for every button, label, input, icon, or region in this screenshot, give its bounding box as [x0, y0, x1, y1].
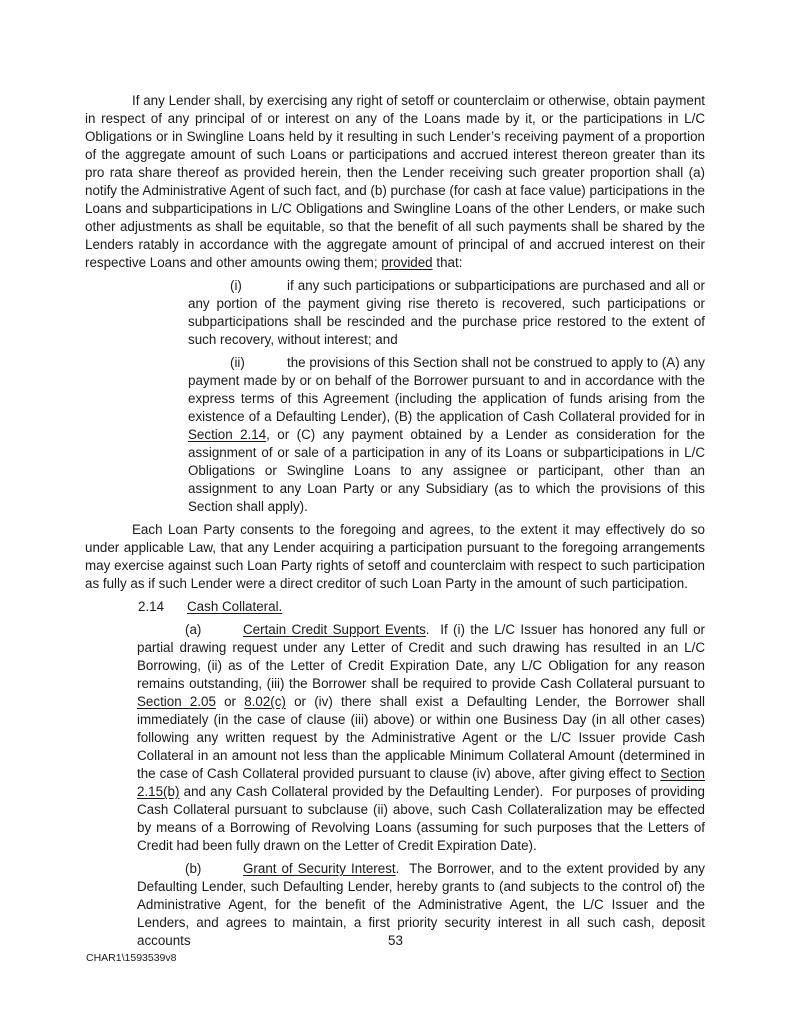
text-run: . If (i) the L/C Issuer has honored any full or partial drawing request under any Letter of Credit and such drawing has resulted in an L/C Borrowing, (ii) as of the Letter of Credit Expiration Date, any L/C Obligation for any reason remains outstanding, (iii) the Borrower shall be required to provide Cash Collateral pursuant to: [137, 622, 705, 691]
paragraph: [188, 277, 705, 349]
document-body: [85, 92, 705, 955]
underlined-text: Cash Collateral.: [187, 599, 283, 614]
text-run: Each Loan Party consents to the foregoing and agrees, to the extent it may effectively do so under applicable Law, that any Lender acquiring a participation pursuant to the foregoing arrangements may exercise against such Loan Party rights of setoff and counterclaim with respect to such participation as fully as if such Lender were a direct creditor of such Loan Party in the amount of such participation.: [85, 522, 705, 591]
text-run: or (iv) there shall exist a Defaulting Lender, the Borrower shall immediately (in the case of clause (iii) above) or within one Business Day (in all other cases) following any written request by the Administrative Agent or the L/C Issuer provide Cash Collateral in an amount not less than the applicable Minimum Collateral Amount (determined in the case of Cash Collateral provided pursuant to clause (iv) above, after giving effect to: [137, 694, 705, 781]
text-run: If any Lender shall, by exercising any right of setoff or counterclaim or otherwise, obtain payment in respect of any principal of or interest on any of the Loans made by it, or the participations in L/C Obligations or in Swingline Loans held by it resulting in such Lender’s receiving payment of a proportion of the aggregate amount of such Loans or participations and accrued interest thereon greater than its pro rata share thereof as provided herein, then the Lender receiving such greater proportion shall (a) notify the Administrative Agent of such fact, and (b) purchase (for cash at face value) participations in the Loans and subparticipations in L/C Obligations and Swingline Loans of the other Lenders, or make such other adjustments as shall be equitable, so that the benefit of all such payments shall be shared by the Lenders ratably in accordance with the aggregate amount of principal of and accrued interest on their respective Loans and other amounts owing them;: [85, 93, 705, 270]
paragraph: [85, 521, 705, 593]
section-heading: [138, 598, 705, 616]
underlined-text: Section 2.05: [137, 694, 216, 709]
text-run: the provisions of this Section shall not be construed to apply to (A) any payment made by or on behalf of the Borrower pursuant to and in accordance with the express terms of this Agreement (including the application of funds arising from the existence of a Defaulting Lender), (B) the application of Cash Collateral provided for in: [188, 355, 705, 424]
paragraph-label: (b): [185, 861, 202, 876]
page-number: 53: [388, 933, 403, 948]
text-run: if any such participations or subparticipations are purchased and all or any portion of the payment giving rise thereto is recovered, such participations or subparticipations shall be rescinded and the purchase price restored to the extent of such recovery, without interest; and: [188, 278, 705, 347]
paragraph-label: (a): [185, 622, 202, 637]
paragraph: [85, 92, 705, 272]
underlined-text: Certain Credit Support Events: [243, 622, 426, 637]
underlined-text: 8.02(c): [244, 694, 286, 709]
footer-reference: CHAR1\1593539v8: [86, 952, 177, 964]
paragraph-label: (i): [230, 278, 242, 293]
text-run: . The Borrower, and to the extent provided by any Defaulting Lender, such Defaulting Lender, hereby grants to (and subjects to the control of) the Administrative Agent, for the benefit of the Administrative Agent, the L/C Issuer and the Lenders, and agrees to maintain, a first priority security interest in all such cash, deposit accounts: [137, 861, 705, 948]
underlined-text: Grant of Security Interest: [243, 861, 396, 876]
text-run: , or (C) any payment obtained by a Lender as consideration for the assignment of or sale of a participation in any of its Loans or subparticipations in L/C Obligations or Swingline Loans to any assignee or participant, other than an assignment to any Loan Party or any Subsidiary (as to which the provisions of this Section shall apply).: [188, 427, 706, 514]
text-run: and any Cash Collateral provided by the Defaulting Lender). For purposes of providing Cash Collateral pursuant to subclause (ii) above, such Cash Collateralization may be effected by means of a Borrowing of Revolving Loans (assuming for such purposes that the Letters of Credit had been fully drawn on the Letter of Credit Expiration Date).: [137, 784, 705, 853]
paragraph-label: (ii): [230, 355, 245, 370]
paragraph: [188, 354, 705, 516]
text-run: that:: [432, 255, 463, 270]
text-run: or: [215, 694, 245, 709]
paragraph-label: 2.14: [138, 599, 165, 614]
underlined-text: Section 2.15(b): [137, 766, 705, 799]
underlined-text: provided: [381, 255, 433, 270]
paragraph: [137, 621, 705, 855]
underlined-text: Section 2.14: [188, 427, 267, 442]
